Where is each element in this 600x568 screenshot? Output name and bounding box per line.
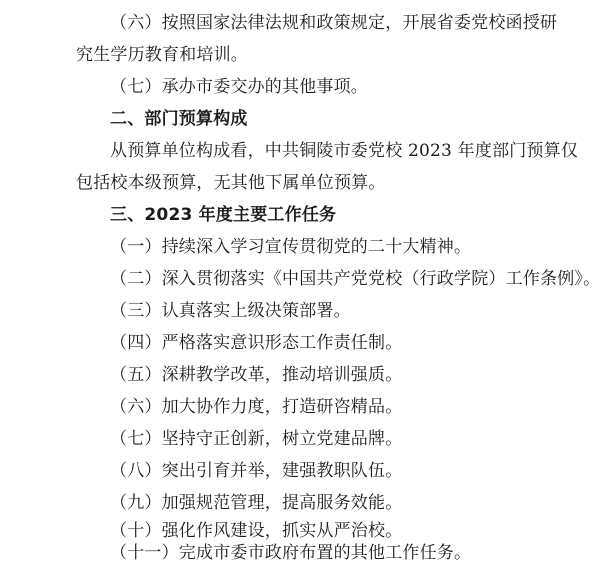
text-line: 从预算单位构成看，中共铜陵市委党校 2023 年度部门预算仅 xyxy=(110,141,579,161)
list-item: （九）加强规范管理，提高服务效能。 xyxy=(110,493,403,513)
text-line: （七）承办市委交办的其他事项。 xyxy=(110,77,368,97)
list-item: （三）认真落实上级决策部署。 xyxy=(110,301,351,321)
list-item: （一）持续深入学习宣传贯彻党的二十大精神。 xyxy=(110,237,472,257)
section-heading: 三、2023 年度主要工作任务 xyxy=(110,205,337,225)
section-heading: 二、部门预算构成 xyxy=(110,109,248,129)
list-item: （八）突出引育并举，建强教职队伍。 xyxy=(110,461,403,481)
list-item: （五）深耕教学改革，推动培训强质。 xyxy=(110,365,403,385)
list-item: （七）坚持守正创新，树立党建品牌。 xyxy=(110,429,403,449)
text-line: （六）按照国家法律法规和政策规定，开展省委党校函授研 xyxy=(110,13,558,33)
text-line: 究生学历教育和培训。 xyxy=(76,45,248,65)
list-item: （四）严格落实意识形态工作责任制。 xyxy=(110,333,403,353)
list-item: （十）强化作风建设，抓实从严治校。 xyxy=(110,521,403,541)
list-item: （六）加大协作力度，打造研咨精品。 xyxy=(110,397,403,417)
text-line: 包括校本级预算，无其他下属单位预算。 xyxy=(76,173,386,193)
list-item: （二）深入贯彻落实《中国共产党党校（行政学院）工作条例》。 xyxy=(110,269,600,289)
list-item: （十一）完成市委市政府布置的其他工作任务。 xyxy=(110,543,472,563)
